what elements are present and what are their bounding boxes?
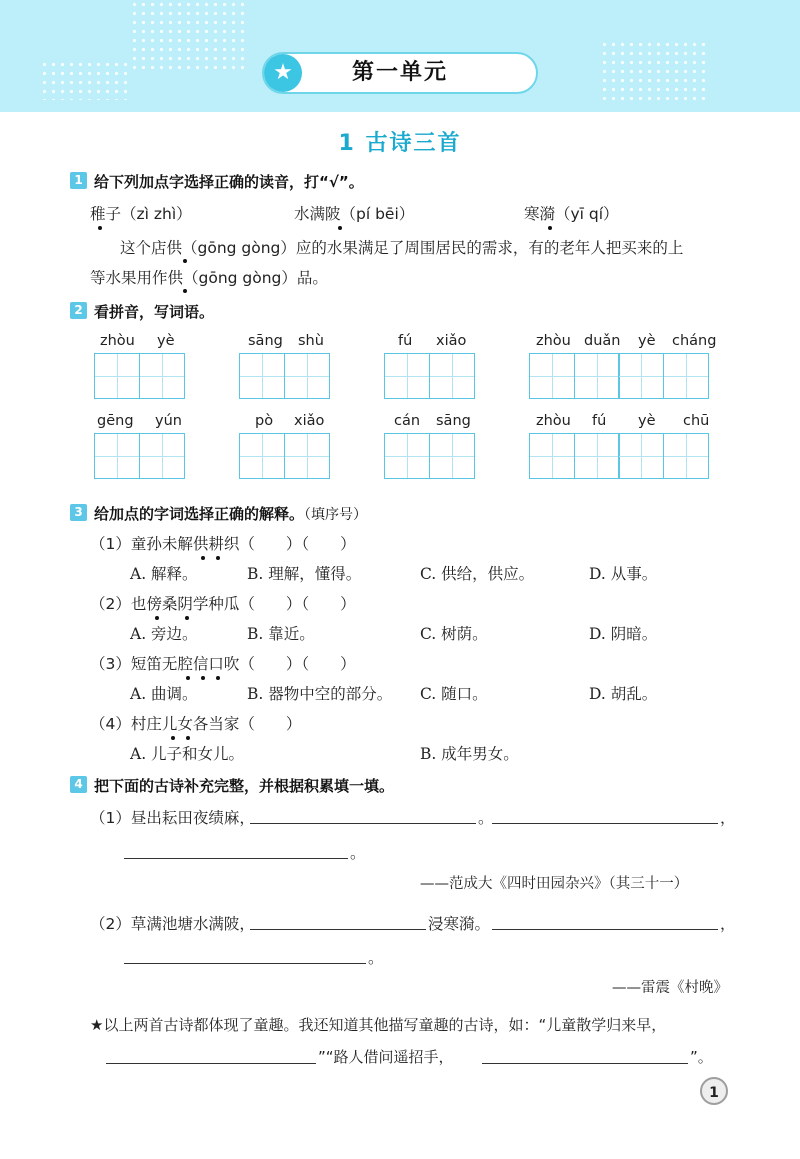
poem-line: （2）草满池塘水满陂，: [90, 915, 255, 933]
writing-grid[interactable]: [94, 353, 183, 399]
writing-cell[interactable]: [429, 433, 475, 479]
q1-sentence: 等水果用作供（gōng gòng）品。: [90, 269, 328, 287]
q3-option: C. 树荫。: [420, 625, 488, 643]
star-note: ★以上两首古诗都体现了童趣。我还知道其他描写童趣的古诗，如：“儿童散学归来早，: [90, 1016, 667, 1034]
poem-punct: ，: [720, 915, 736, 933]
pinyin: cháng: [672, 333, 717, 349]
pinyin: zhòu: [100, 333, 135, 349]
q3-option: A. 解释。: [130, 565, 198, 583]
q3-option: A. 曲调。: [130, 685, 198, 703]
pinyin: shù: [298, 333, 324, 349]
pinyin: xiǎo: [294, 413, 325, 429]
q3-option: B. 器物中空的部分。: [247, 685, 393, 703]
writing-cell[interactable]: [618, 353, 664, 399]
question-number: 3: [70, 504, 87, 521]
writing-cell[interactable]: [94, 433, 140, 479]
writing-grid[interactable]: [384, 433, 473, 479]
question-title: [94, 503, 367, 524]
pinyin: yè: [157, 333, 175, 349]
star-note: ”“路人借问遥招手，: [318, 1048, 454, 1066]
q3-option: C. 随口。: [420, 685, 488, 703]
star-icon: ★: [264, 54, 302, 92]
emphasis-dot: [186, 676, 190, 680]
writing-cell[interactable]: [284, 353, 330, 399]
poem-source: ——范成大《四时田园杂兴》（其三十一）: [420, 876, 689, 892]
pinyin: sāng: [436, 413, 471, 429]
q1-item: 寒漪（yī qí）: [524, 205, 619, 223]
emphasis-dot: [216, 556, 220, 560]
answer-blank[interactable]: [106, 1063, 316, 1064]
q3-option: A. 儿子和女儿。: [130, 745, 245, 763]
pinyin: zhòu: [536, 413, 571, 429]
q1-item: 稚子（zì zhì）: [90, 205, 192, 223]
lesson-title: 1 古诗三首: [338, 131, 462, 156]
writing-grid[interactable]: [529, 353, 707, 399]
star-note: ”。: [690, 1048, 713, 1066]
pinyin: yè: [638, 413, 656, 429]
q3-stem: （2）也傍桑阴学种瓜（ ）（ ）: [90, 595, 356, 613]
pinyin: chū: [683, 413, 710, 429]
pinyin: pò: [255, 413, 274, 429]
emphasis-dot: [216, 676, 220, 680]
question-title-note: （填序号）: [304, 507, 368, 523]
answer-blank[interactable]: [492, 929, 718, 930]
answer-blank[interactable]: [124, 858, 348, 859]
pinyin: sāng: [248, 333, 283, 349]
poem-punct: 。: [368, 949, 384, 967]
emphasis-dot: [171, 736, 175, 740]
writing-cell[interactable]: [239, 353, 285, 399]
writing-cell[interactable]: [574, 433, 620, 479]
writing-cell[interactable]: [384, 433, 430, 479]
question-number: 2: [70, 302, 87, 319]
decor-dots: [40, 60, 130, 100]
q3-stem: （4）村庄儿女各当家（ ）: [90, 715, 302, 733]
writing-grid[interactable]: [94, 433, 183, 479]
writing-cell[interactable]: [429, 353, 475, 399]
poem-punct: ，: [720, 809, 736, 827]
emphasis-dot: [548, 226, 552, 230]
unit-title: 第一单元: [351, 60, 448, 85]
q3-stem: （3）短笛无腔信口吹（ ）（ ）: [90, 655, 356, 673]
writing-cell[interactable]: [663, 353, 709, 399]
pinyin: fú: [592, 413, 607, 429]
writing-grid[interactable]: [239, 353, 328, 399]
q3-option: C. 供给，供应。: [420, 565, 535, 583]
pinyin: yè: [638, 333, 656, 349]
writing-cell[interactable]: [663, 433, 709, 479]
question-number: 1: [70, 172, 87, 189]
writing-grid[interactable]: [239, 433, 328, 479]
writing-cell[interactable]: [618, 433, 664, 479]
poem-punct: 。: [478, 809, 494, 827]
writing-cell[interactable]: [384, 353, 430, 399]
writing-cell[interactable]: [139, 433, 185, 479]
decor-dots: [130, 0, 250, 70]
q1-item: 水满陂（pí bēi）: [294, 205, 415, 223]
writing-cell[interactable]: [94, 353, 140, 399]
emphasis-dot: [186, 736, 190, 740]
writing-cell[interactable]: [284, 433, 330, 479]
poem-line: （1）昼出耘田夜绩麻，: [90, 809, 255, 827]
q3-option: D. 阴暗。: [589, 625, 658, 643]
answer-blank[interactable]: [492, 823, 718, 824]
emphasis-dot: [185, 616, 189, 620]
poem-punct: 。: [350, 844, 366, 862]
pinyin: zhòu: [536, 333, 571, 349]
answer-blank[interactable]: [250, 823, 476, 824]
writing-cell[interactable]: [139, 353, 185, 399]
decor-dots: [600, 40, 710, 100]
q3-option: A. 旁边。: [130, 625, 198, 643]
writing-cell[interactable]: [529, 433, 575, 479]
q3-option: B. 靠近。: [247, 625, 315, 643]
pinyin: cán: [394, 413, 421, 429]
q3-option: D. 胡乱。: [589, 685, 658, 703]
q3-stem: （1）童孙未解供耕织（ ）（ ）: [90, 535, 356, 553]
writing-cell[interactable]: [239, 433, 285, 479]
pinyin: xiǎo: [436, 333, 467, 349]
question-title: 看拼音，写词语。: [94, 303, 215, 321]
pinyin: yún: [155, 413, 182, 429]
question-title: 给下列加点字选择正确的读音，打“√”。: [94, 173, 364, 191]
answer-blank[interactable]: [482, 1063, 688, 1064]
writing-grid[interactable]: [529, 433, 707, 479]
pinyin: duǎn: [584, 333, 621, 349]
emphasis-dot: [201, 556, 205, 560]
question-number: 4: [70, 776, 87, 793]
question-title-text: 给加点的字词选择正确的解释。: [94, 505, 305, 523]
answer-blank[interactable]: [250, 929, 426, 930]
q1-sentence: 这个店供（gōng gòng）应的水果满足了周围居民的需求，有的老年人把买来的上: [120, 239, 684, 257]
question-title: 把下面的古诗补充完整，并根据积累填一填。: [94, 777, 395, 795]
q3-option: B. 理解，懂得。: [247, 565, 362, 583]
q3-option: B. 成年男女。: [420, 745, 519, 763]
writing-cell[interactable]: [574, 353, 620, 399]
pinyin: fú: [398, 333, 413, 349]
q3-option: D. 从事。: [589, 565, 658, 583]
answer-blank[interactable]: [124, 963, 366, 964]
page-number: 1: [700, 1077, 728, 1105]
emphasis-dot: [183, 289, 187, 293]
emphasis-dot: [183, 259, 187, 263]
emphasis-dot: [155, 616, 159, 620]
poem-line: 浸寒漪。: [428, 915, 491, 933]
emphasis-dot: [201, 676, 205, 680]
writing-cell[interactable]: [529, 353, 575, 399]
emphasis-dot: [338, 226, 342, 230]
writing-grid[interactable]: [384, 353, 473, 399]
header-wave: [0, 104, 800, 112]
poem-source: ——雷震《村晚》: [612, 980, 728, 996]
pinyin: gēng: [97, 413, 134, 429]
emphasis-dot: [98, 226, 102, 230]
